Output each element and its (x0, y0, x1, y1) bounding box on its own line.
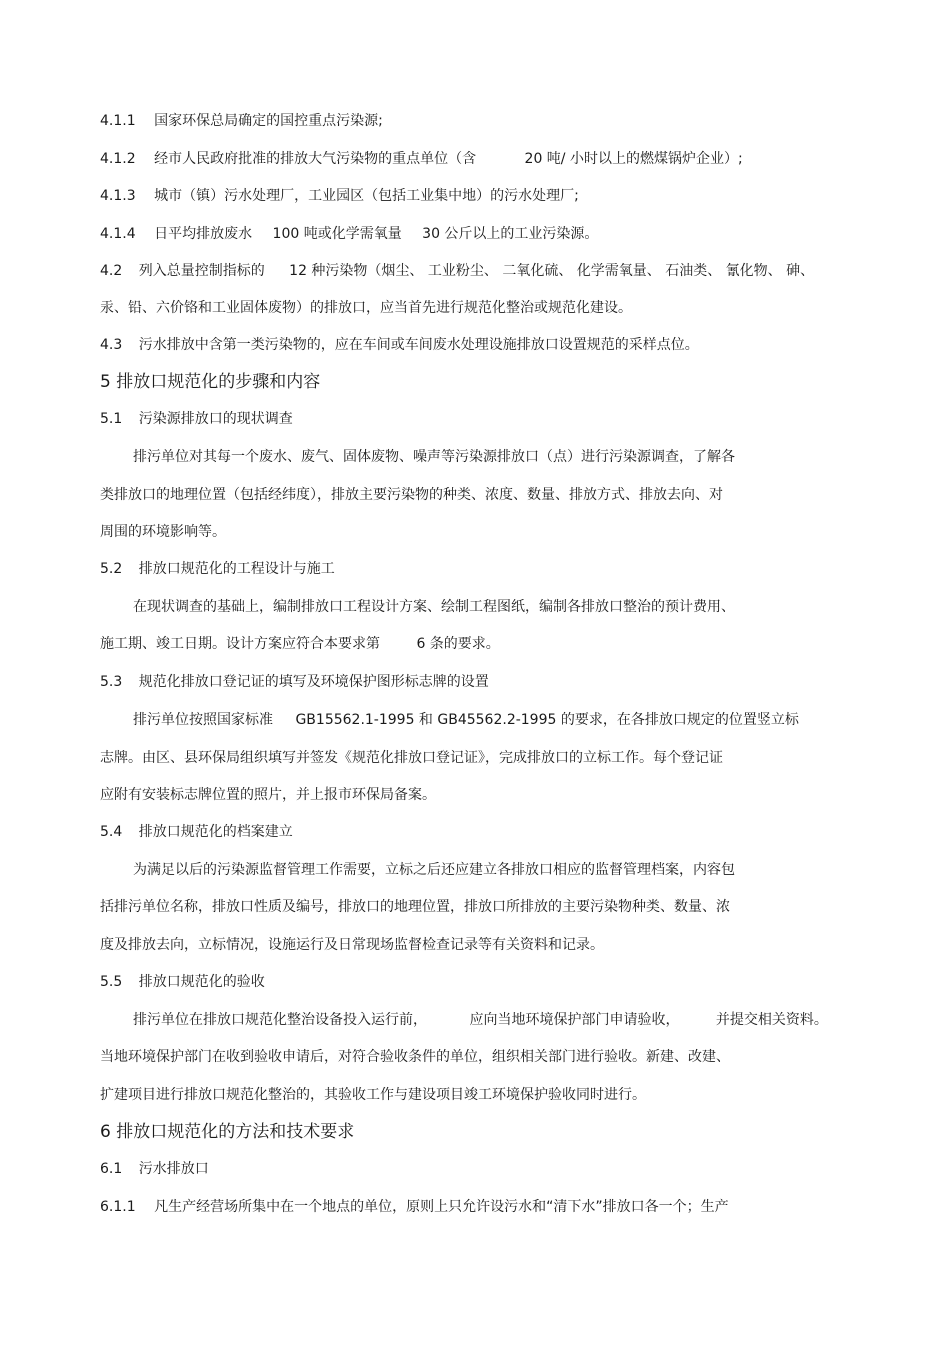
clause-4-2 (100, 262, 814, 280)
paragraph-text-cont: 应向当地环境保护部门申请验收， (469, 1012, 680, 1028)
subsection-number: 5.2 (100, 561, 123, 577)
clause-text: 日平均排放废水 (154, 226, 253, 242)
subsection-title: 排放口规范化的档案建立 (138, 824, 293, 840)
subsection-title: 污染源排放口的现状调查 (138, 411, 293, 427)
paragraph-text-cont: GB15562.1-1995 和 GB45562.2-1995 的要求，在各排放口规定的位置竖立标 (295, 712, 799, 728)
subsection-number: 5.4 (100, 824, 123, 840)
paragraph-5-1-line-1: 排污单位对其每一个废水、废气、固体废物、噪声等污染源排放口（点）进行污染源调查，了解各 (133, 449, 735, 465)
paragraph-5-2-line-2 (100, 635, 500, 653)
paragraph-5-5-line-1 (133, 1011, 828, 1029)
clause-number: 4.3 (100, 337, 123, 353)
clause-number: 4.1.1 (100, 113, 136, 129)
paragraph-text-cont: 6 条的要求。 (416, 636, 500, 652)
subsection-number: 5.1 (100, 411, 123, 427)
subsection-6-1-heading (100, 1160, 209, 1178)
paragraph-5-1-line-2: 类排放口的地理位置（包括经纬度），排放主要污染物的种类、浓度、数量、排放方式、排放去向、对 (100, 487, 723, 503)
paragraph-5-4-line-2: 括排污单位名称，排放口性质及编号，排放口的地理位置，排放口所排放的主要污染物种类、数量、浓 (100, 899, 730, 915)
paragraph-5-3-line-2: 志牌。由区、县环保局组织填写并签发《规范化排放口登记证》，完成排放口的立标工作。每个登记证 (100, 750, 723, 766)
clause-number: 6.1.1 (100, 1199, 136, 1215)
clause-4-1-3 (100, 187, 579, 205)
clause-text-cont: 100 吨或化学需氧量 (272, 226, 402, 242)
paragraph-text: 施工期、竣工日期。设计方案应符合本要求第 (100, 636, 380, 652)
subsection-number: 6.1 (100, 1161, 123, 1177)
clause-4-1-2 (100, 150, 743, 168)
subsection-5-4-heading (100, 823, 293, 841)
paragraph-5-2-line-1: 在现状调查的基础上，编制排放口工程设计方案、绘制工程图纸，编制各排放口整治的预计费用、 (133, 599, 735, 615)
subsection-title: 规范化排放口登记证的填写及环境保护图形标志牌的设置 (138, 674, 489, 690)
clause-text: 城市（镇）污水处理厂，工业园区（包括工业集中地）的污水处理厂; (154, 188, 579, 204)
paragraph-5-5-line-3: 扩建项目进行排放口规范化整治的，其验收工作与建设项目竣工环境保护验收同时进行。 (100, 1087, 646, 1103)
subsection-5-3-heading (100, 673, 489, 691)
clause-text-cont: 30 公斤以上的工业污染源。 (422, 226, 599, 242)
clause-text: 列入总量控制指标的 (138, 263, 265, 279)
clause-4-1-4 (100, 225, 598, 243)
paragraph-text: 排污单位在排放口规范化整治设备投入运行前， (133, 1012, 427, 1028)
clause-number: 4.2 (100, 263, 123, 279)
clause-6-1-1 (100, 1198, 729, 1216)
subsection-5-2-heading (100, 560, 335, 578)
clause-text: 国家环保总局确定的国控重点污染源; (154, 113, 383, 129)
section-5-heading: 5 排放口规范化的步骤和内容 (100, 372, 321, 392)
paragraph-5-4-line-3: 度及排放去向，立标情况，设施运行及日常现场监督检查记录等有关资料和记录。 (100, 937, 604, 953)
subsection-5-1-heading (100, 410, 293, 428)
clause-text-cont: 20 吨/ 小时以上的燃煤锅炉企业）; (524, 151, 743, 167)
clause-number: 4.1.2 (100, 151, 136, 167)
subsection-5-5-heading (100, 973, 265, 991)
clause-text: 经市人民政府批准的排放大气污染物的重点单位（含 (154, 151, 477, 167)
subsection-title: 排放口规范化的验收 (138, 974, 265, 990)
paragraph-5-5-line-2: 当地环境保护部门在收到验收申请后，对符合验收条件的单位，组织相关部门进行验收。新建、改建、 (100, 1049, 730, 1065)
paragraph-5-3-line-1 (133, 711, 799, 729)
clause-4-3 (100, 336, 699, 354)
paragraph-5-4-line-1: 为满足以后的污染源监督管理工作需要，立标之后还应建立各排放口相应的监督管理档案，内容包 (133, 862, 735, 878)
subsection-number: 5.3 (100, 674, 123, 690)
paragraph-text: 排污单位按照国家标准 (133, 712, 273, 728)
clause-number: 4.1.4 (100, 226, 136, 242)
clause-text: 凡生产经营场所集中在一个地点的单位，原则上只允许设污水和“清下水”排放口各一个；生产 (154, 1199, 729, 1215)
paragraph-5-1-line-3: 周围的环境影响等。 (100, 524, 226, 540)
subsection-title: 排放口规范化的工程设计与施工 (138, 561, 335, 577)
subsection-title: 污水排放口 (138, 1161, 209, 1177)
clause-4-1-1 (100, 112, 383, 130)
paragraph-text-cont: 并提交相关资料。 (715, 1012, 828, 1028)
clause-number: 4.1.3 (100, 188, 136, 204)
section-6-heading: 6 排放口规范化的方法和技术要求 (100, 1122, 355, 1142)
clause-4-2-continuation: 汞、铅、六价铬和工业固体废物）的排放口，应当首先进行规范化整治或规范化建设。 (100, 300, 632, 316)
clause-text: 污水排放中含第一类污染物的，应在车间或车间废水处理设施排放口设置规范的采样点位。 (138, 337, 699, 353)
clause-text-cont: 12 种污染物（烟尘、 工业粉尘、 二氧化硫、 化学需氧量、 石油类、 氰化物、 砷、 (289, 263, 815, 279)
paragraph-5-3-line-3: 应附有安装标志牌位置的照片，并上报市环保局备案。 (100, 787, 436, 803)
subsection-number: 5.5 (100, 974, 123, 990)
